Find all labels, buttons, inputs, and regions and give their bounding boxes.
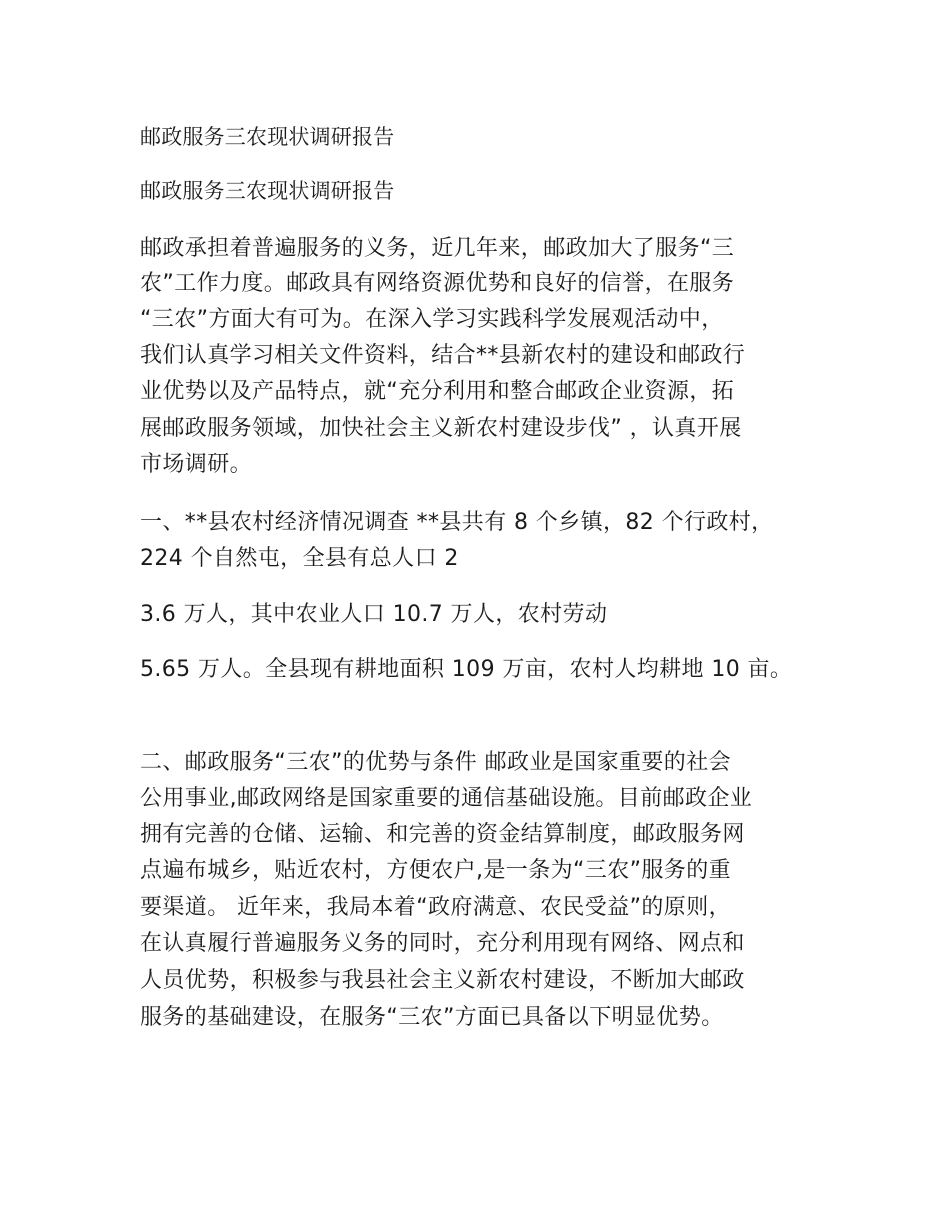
paragraph-line: 要渠道。 近年来，我局本着“政府满意、农民受益”的原则， [140,895,731,920]
paragraph-population: 3.6 万人，其中农业人口 10.7 万人，农村劳动 [140,602,608,627]
paragraph-line: 市场调研。 [140,452,253,477]
paragraph-line: 展邮政服务领域，加快社会主义新农村建设步伐” ，认真开展 [140,416,742,441]
paragraph-line: 224 个自然屯，全县有总人口 2 [140,546,459,571]
paragraph-line: 我们认真学习相关文件资料，结合**县新农村的建设和邮政行 [140,343,746,368]
paragraph-line: 人员优势，积极参与我县社会主义新农村建设，不断加大邮政 [140,968,745,993]
paragraph-line: 业优势以及产品特点，就“充分利用和整合邮政企业资源，拓 [140,379,735,404]
paragraph-line: 二、邮政服务“三农”的优势与条件 邮政业是国家重要的社会 [140,750,731,775]
paragraph-line: 农”工作力度。邮政具有网络资源优势和良好的信誉，在服务 [140,271,735,296]
document-subtitle: 邮政服务三农现状调研报告 [140,179,395,203]
paragraph-line: 在认真履行普遍服务义务的同时，充分利用现有网络、网点和 [140,931,745,956]
paragraph-line: 邮政承担着普遍服务的义务，近几年来，邮政加大了服务“三 [140,236,735,261]
paragraph-line: “三农”方面大有可为。在深入学习实践科学发展观活动中， [140,307,724,332]
paragraph-line: 服务的基础建设，在服务“三农”方面已具备以下明显优势。 [140,1005,724,1030]
paragraph-line: 一、**县农村经济情况调查 **县共有 8 个乡镇，82 个行政村， [140,510,774,535]
paragraph-line: 公用事业,邮政网络是国家重要的通信基础设施。目前邮政企业 [140,786,753,811]
paragraph-farmland: 5.65 万人。全县现有耕地面积 109 万亩，农村人均耕地 10 亩。 [140,657,793,682]
paragraph-line: 点遍布城乡，贴近农村，方便农户,是一条为“三农”服务的重 [140,858,731,883]
paragraph-line: 拥有完善的仓储、运输、和完善的资金结算制度，邮政服务网 [140,822,745,847]
document-title: 邮政服务三农现状调研报告 [140,125,395,149]
